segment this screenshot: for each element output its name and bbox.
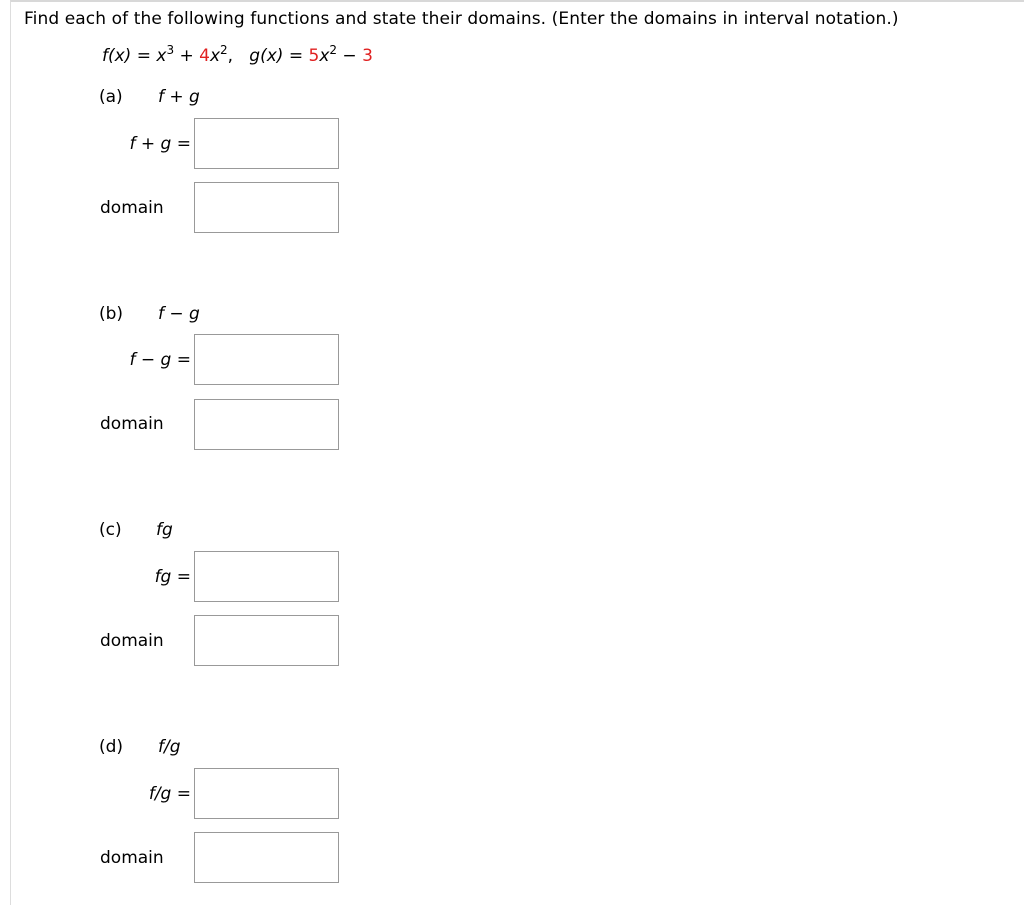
part-d-domain-label: domain <box>100 848 164 868</box>
part-d-label: (d) <box>99 737 124 757</box>
f-name: f(x) <box>102 46 132 66</box>
g-coefficient: 5 <box>308 46 320 66</box>
part-a-answer-input[interactable] <box>194 118 339 169</box>
part-c-domain-input[interactable] <box>194 615 339 666</box>
f-square-exponent: 2 <box>220 43 228 57</box>
part-c-label: (c) <box>99 520 122 540</box>
part-b-label: (b) <box>99 304 124 324</box>
part-d-equation-text: f/g = <box>148 784 191 804</box>
f-cubic-exponent: 3 <box>166 43 175 57</box>
minus-sign: − <box>337 46 363 66</box>
part-b-answer-input[interactable] <box>194 334 339 385</box>
g-name: g(x) <box>249 46 284 66</box>
part-d-equation-label <box>149 784 191 804</box>
part-a-label: (a) <box>99 87 123 107</box>
plus-sign: + <box>174 46 200 66</box>
part-a-domain-input[interactable] <box>194 182 339 233</box>
given-functions <box>102 43 373 66</box>
equals-sign: = <box>131 46 157 66</box>
instructions-text: Find each of the following functions and state their domains. (Enter the domains in interval notation.) <box>24 9 899 29</box>
part-a-equation-text: f + g = <box>129 134 191 154</box>
equals-sign: = <box>283 46 309 66</box>
part-c-answer-input[interactable] <box>194 551 339 602</box>
g-constant: 3 <box>362 46 373 66</box>
part-b-expression: f − g <box>158 304 200 324</box>
g-square-base: x <box>319 46 330 66</box>
part-c-domain-label: domain <box>100 631 164 651</box>
part-b-domain-label: domain <box>100 414 164 434</box>
part-d-answer-input[interactable] <box>194 768 339 819</box>
part-c-equation-label <box>155 567 191 587</box>
part-a-equation-label <box>130 134 191 154</box>
part-a-domain-label: domain <box>100 198 164 218</box>
f-square-base: x <box>209 46 221 66</box>
part-d-expression: f/g <box>158 737 181 757</box>
part-b-equation-text: f − g = <box>129 350 191 370</box>
separator: , <box>227 46 250 66</box>
part-c-equation-text: fg = <box>154 567 191 587</box>
part-d-domain-input[interactable] <box>194 832 339 883</box>
part-c-expression: fg <box>156 520 173 540</box>
f-cubic-base: x <box>156 46 167 66</box>
part-b-equation-label <box>130 350 191 370</box>
g-square-exponent: 2 <box>329 43 338 57</box>
part-a-expression: f + g <box>158 87 200 107</box>
part-b-domain-input[interactable] <box>194 399 339 450</box>
f-coefficient: 4 <box>199 46 210 66</box>
